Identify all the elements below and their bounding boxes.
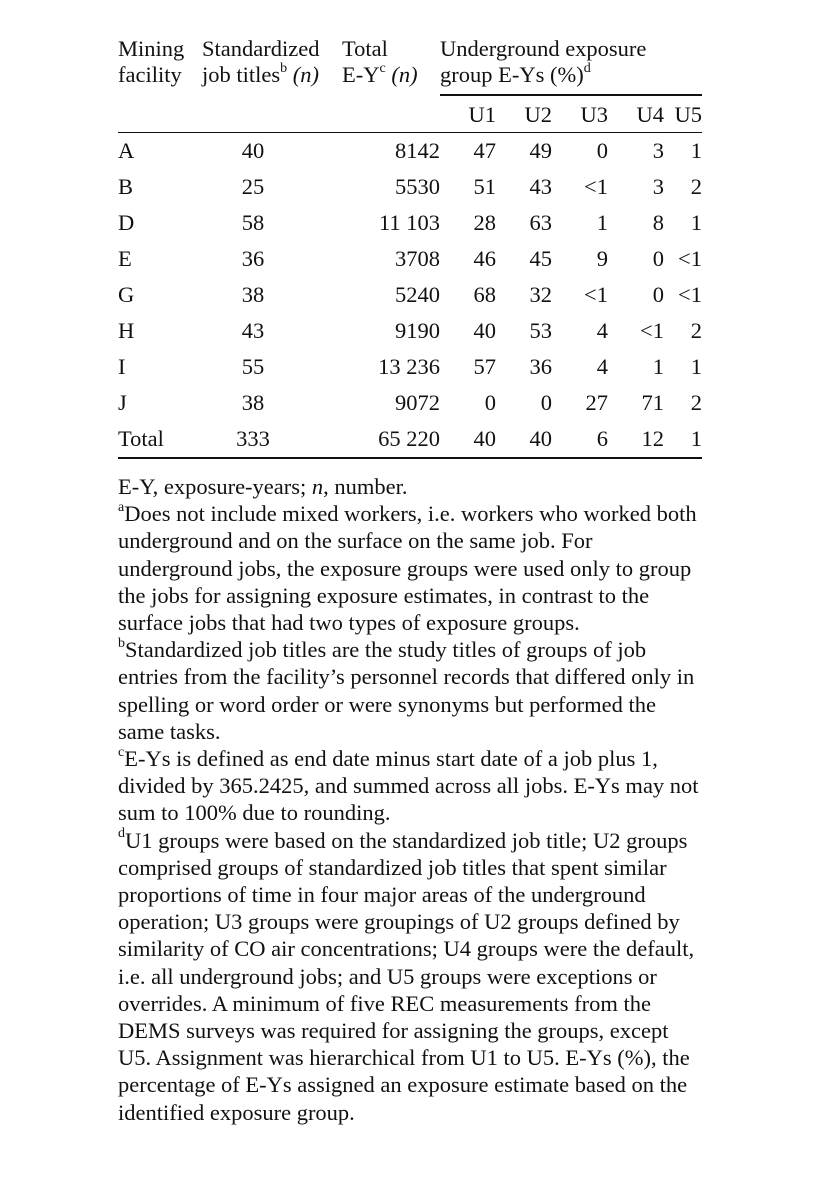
cell-u4: 8 xyxy=(652,210,664,235)
cell-u5: 2 xyxy=(690,318,702,343)
subheader-u4: U4 xyxy=(608,95,664,133)
table-row xyxy=(118,241,702,277)
cell-u2: 45 xyxy=(529,246,552,271)
cell-ey: 8142 xyxy=(395,138,440,163)
table-row xyxy=(118,313,702,349)
subheader-u1: U1 xyxy=(440,95,496,133)
cell-u1: 40 xyxy=(440,421,496,458)
table-row xyxy=(118,277,702,313)
subheader-row xyxy=(118,95,702,133)
cell-u1: 40 xyxy=(473,318,496,343)
cell-u1: 0 xyxy=(484,390,496,415)
cell-titles: 38 xyxy=(241,282,265,307)
cell-ey: 5240 xyxy=(395,282,440,307)
cell-u4: 0 xyxy=(652,282,664,307)
cell-u5: 1 xyxy=(690,138,702,163)
cell-u5: 2 xyxy=(690,390,702,415)
table-row xyxy=(118,421,702,458)
cell-u4: 3 xyxy=(652,138,664,163)
cell-facility: D xyxy=(118,210,135,235)
header-underground-exposure: Underground exposure group E-Ys (%)$^d$ xyxy=(440,36,647,87)
cell-u1: 46 xyxy=(473,246,496,271)
table-row xyxy=(118,205,702,241)
note-a: $^a$Does not include mixed workers, i.e. workers who worked both underground and on the surface on the same job. For underground jobs, the exposure groups were used only to group the jobs for assigning exposure estimates, in contrast to the surface jobs that had two types of exposure groups. xyxy=(118,499,697,636)
table-row xyxy=(118,385,702,421)
cell-u1: 57 xyxy=(473,354,496,379)
table-notes xyxy=(118,473,702,1126)
cell-titles: 25 xyxy=(241,174,265,199)
note-d: $^d$U1 groups were based on the standardized job title; U2 groups comprised groups of standardized job titles that spent similar proportions of time in four major areas of the underground operation; U3 groups were groupings of U2 groups defined by similarity of CO air concentrations; U4 groups were the default, i.e. all underground jobs; and U5 groups were exceptions or overrides. A minimum of five REC measurements from the DEMS surveys was required for assigning the groups, except U5. Assignment was hierarchical from U1 to U5. E-Ys (%), the percentage of E-Ys assigned an exposure estimate based on the identified exposure group. xyxy=(118,826,695,1125)
subheader-u2: U2 xyxy=(496,95,552,133)
cell-facility: A xyxy=(118,138,135,163)
cell-u4: 0 xyxy=(652,246,664,271)
cell-u5: <1 xyxy=(678,282,702,307)
cell-u3: <1 xyxy=(584,174,608,199)
cell-u3: 4 xyxy=(596,354,608,379)
cell-facility: B xyxy=(118,174,134,199)
cell-ey: 3708 xyxy=(395,246,440,271)
cell-facility: Total xyxy=(118,421,202,458)
note-c: $^c$E-Ys is defined as end date minus start date of a job plus 1, divided by 365.2425, and summed across all jobs. E-Ys may not sum to 100% due to rounding. xyxy=(118,744,699,826)
table-body xyxy=(118,133,702,458)
header-row xyxy=(118,36,702,95)
cell-u5: 1 xyxy=(664,421,702,458)
cell-titles: 55 xyxy=(241,354,265,379)
cell-u3: 6 xyxy=(552,421,608,458)
cell-facility: I xyxy=(118,354,126,379)
cell-u5: 1 xyxy=(690,210,702,235)
cell-facility: E xyxy=(118,246,132,271)
cell-u5: 1 xyxy=(690,354,702,379)
cell-u5: <1 xyxy=(678,246,702,271)
table-row xyxy=(118,133,702,169)
cell-u1: 68 xyxy=(473,282,496,307)
cell-ey: 13 236 xyxy=(378,354,440,379)
cell-u5: 2 xyxy=(690,174,702,199)
cell-titles: 58 xyxy=(241,210,265,235)
cell-u4: 71 xyxy=(641,390,664,415)
cell-u2: 63 xyxy=(529,210,552,235)
cell-u2: 49 xyxy=(529,138,552,163)
cell-titles: 38 xyxy=(241,390,265,415)
cell-u3: 1 xyxy=(596,210,608,235)
subheader-u5: U5 xyxy=(664,95,702,133)
cell-u1: 28 xyxy=(473,210,496,235)
cell-u3: 4 xyxy=(596,318,608,343)
cell-ey: 11 103 xyxy=(378,210,440,235)
table-page xyxy=(118,36,702,1126)
cell-facility: G xyxy=(118,282,135,307)
cell-u2: 36 xyxy=(529,354,552,379)
cell-ey: 65 220 xyxy=(342,421,440,458)
cell-u3: 9 xyxy=(596,246,608,271)
table-row xyxy=(118,349,702,385)
header-mining-facility: Mining facility xyxy=(118,36,185,87)
cell-u4: 3 xyxy=(652,174,664,199)
cell-facility: J xyxy=(118,390,127,415)
cell-u1: 51 xyxy=(473,174,496,199)
note-b: $^b$Standardized job titles are the study titles of groups of job entries from the facility’s personnel records that differed only in spelling or word order or were synonyms but performed the same tasks. xyxy=(118,635,695,744)
cell-titles: 36 xyxy=(241,246,265,271)
cell-u4: <1 xyxy=(640,318,664,343)
header-total-ey: Total $E-Y^c$ (n) xyxy=(342,36,418,87)
cell-ey: 9190 xyxy=(395,318,440,343)
cell-u2: 53 xyxy=(529,318,552,343)
cell-titles: 333 xyxy=(202,421,342,458)
cell-facility: H xyxy=(118,318,135,343)
cell-u4: 12 xyxy=(608,421,664,458)
cell-u3: 0 xyxy=(596,138,608,163)
cell-ey: 9072 xyxy=(395,390,440,415)
subheader-u3: U3 xyxy=(552,95,608,133)
note-abbreviations: E-Y, exposure-years; n, number. xyxy=(118,474,408,499)
header-standardized-job-titles: Standardized job titles$^b$ (n) xyxy=(202,36,320,87)
cell-u3: <1 xyxy=(584,282,608,307)
cell-u2: 0 xyxy=(540,390,552,415)
cell-u2: 40 xyxy=(496,421,552,458)
cell-u2: 32 xyxy=(529,282,552,307)
cell-u3: 27 xyxy=(585,390,608,415)
table-row xyxy=(118,169,702,205)
cell-u1: 47 xyxy=(473,138,496,163)
cell-u2: 43 xyxy=(529,174,552,199)
cell-u4: 1 xyxy=(652,354,664,379)
cell-titles: 43 xyxy=(241,318,265,343)
cell-ey: 5530 xyxy=(395,174,440,199)
cell-titles: 40 xyxy=(241,138,265,163)
exposure-table xyxy=(118,36,702,459)
